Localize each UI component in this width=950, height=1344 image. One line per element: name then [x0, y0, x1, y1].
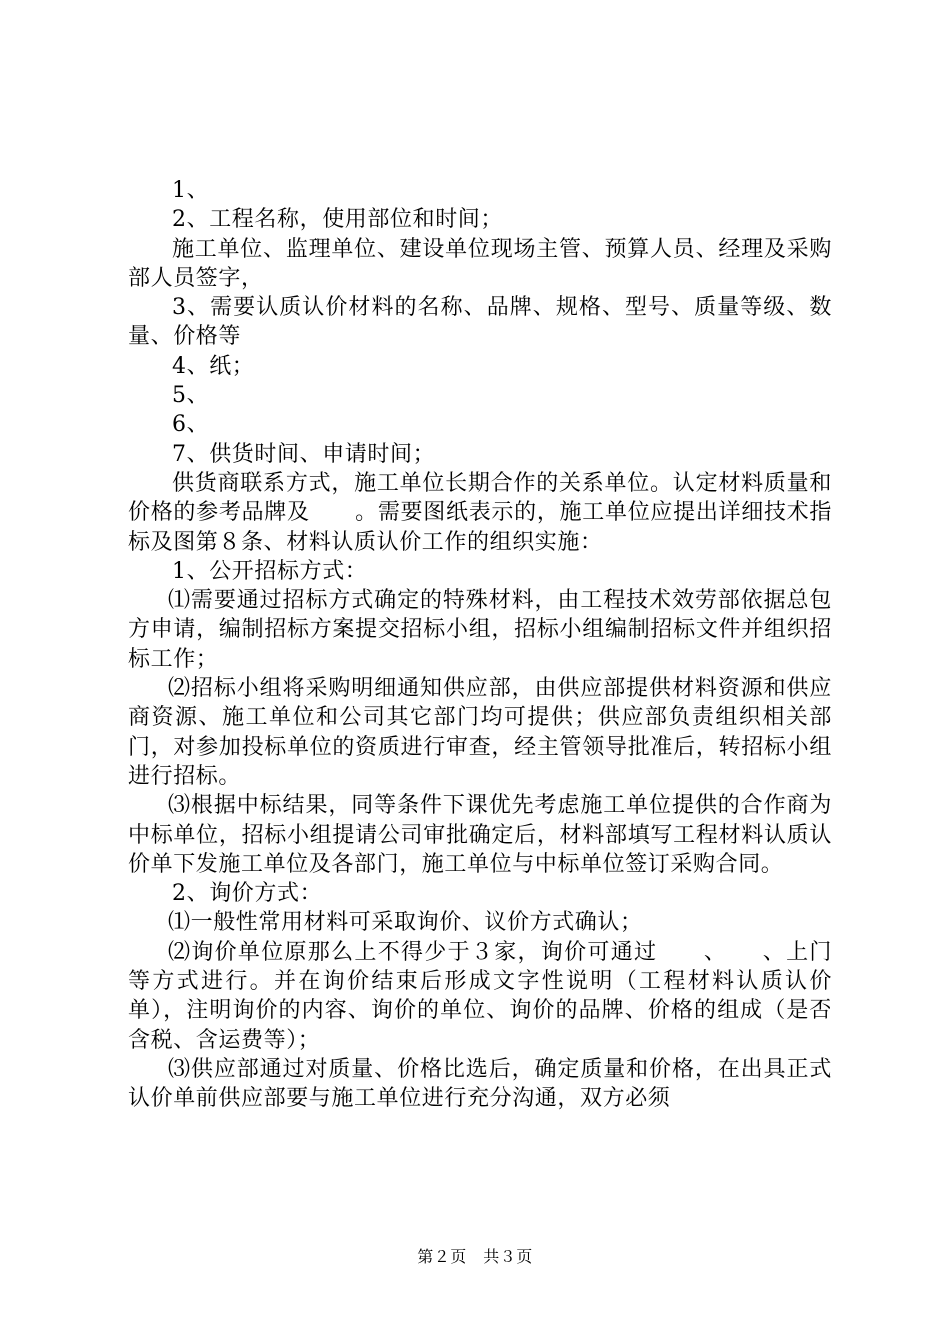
paragraph-supply-time: 7、供货时间、申请时间；	[172, 441, 436, 467]
paragraph-item-5: 5、	[172, 383, 210, 409]
paragraph-project-name: 2、工程名称，使用部位和时间；	[172, 207, 503, 233]
paragraph-public-tender-heading: 1、公开招标方式：	[172, 558, 368, 584]
paragraph-tender-step-2: ⑵招标小组将采购明细通知供应部，由供应部提供材料资源和供应商资源、施工单位和公司其它部门均可提供；供应部负责组织相关部门，对参加投标单位的资质进行审查，经主管领导批准后，转招标小组进行招标。	[128, 676, 832, 789]
paragraph-tender-step-3: ⑶根据中标结果，同等条件下课优先考虑施工单位提供的合作商为中标单位，招标小组提请公司审批确定后，材料部填写工程材料认质认价单下发施工单位及各部门，施工单位与中标单位签订采购合同。	[128, 793, 832, 877]
paragraph-inquiry-step-3: ⑶供应部通过对质量、价格比选后，确定质量和价格，在出具正式认价单前供应部要与施工单位进行充分沟通，双方必须	[128, 1056, 832, 1112]
paragraph-item-6: 6、	[172, 412, 210, 438]
paragraph-signatures: 施工单位、监理单位、建设单位现场主管、预算人员、经理及采购部人员签字，	[128, 236, 832, 291]
paragraph-item-1: 1、	[172, 178, 210, 203]
document-body	[128, 176, 832, 1114]
paragraph-inquiry-step-1: ⑴一般性常用材料可采取询价、议价方式确认；	[168, 910, 643, 936]
page-footer: 第２页 共３页	[417, 1247, 533, 1266]
paragraph-inquiry-heading: 2、询价方式：	[172, 881, 323, 907]
paragraph-item-4: 4、纸；	[172, 353, 255, 379]
paragraph-inquiry-step-2: ⑵询价单位原那么上不得少于３家，询价可通过 、 、上门等方式进行。并在询价结束后形成文字性说明（工程材料认质认价单），注明询价的内容、询价的单位、询价的品牌、价格的组成（是否含税、含运费等）；	[128, 939, 832, 1053]
paragraph-supplier-contact: 供货商联系方式，施工单位长期合作的关系单位。认定材料质量和价格的参考品牌及 。需要图纸表示的，施工单位应提出详细技术指标及图第８条、材料认质认价工作的组织实施：	[128, 470, 832, 555]
paragraph-tender-step-1: ⑴需要通过招标方式确定的特殊材料，由工程技术效劳部依据总包方申请，编制招标方案提交招标小组，招标小组编制招标文件并组织招标工作；	[128, 588, 832, 672]
paragraph-material-specs: 3、需要认质认价材料的名称、品牌、规格、型号、质量等级、数量、价格等	[128, 295, 832, 350]
